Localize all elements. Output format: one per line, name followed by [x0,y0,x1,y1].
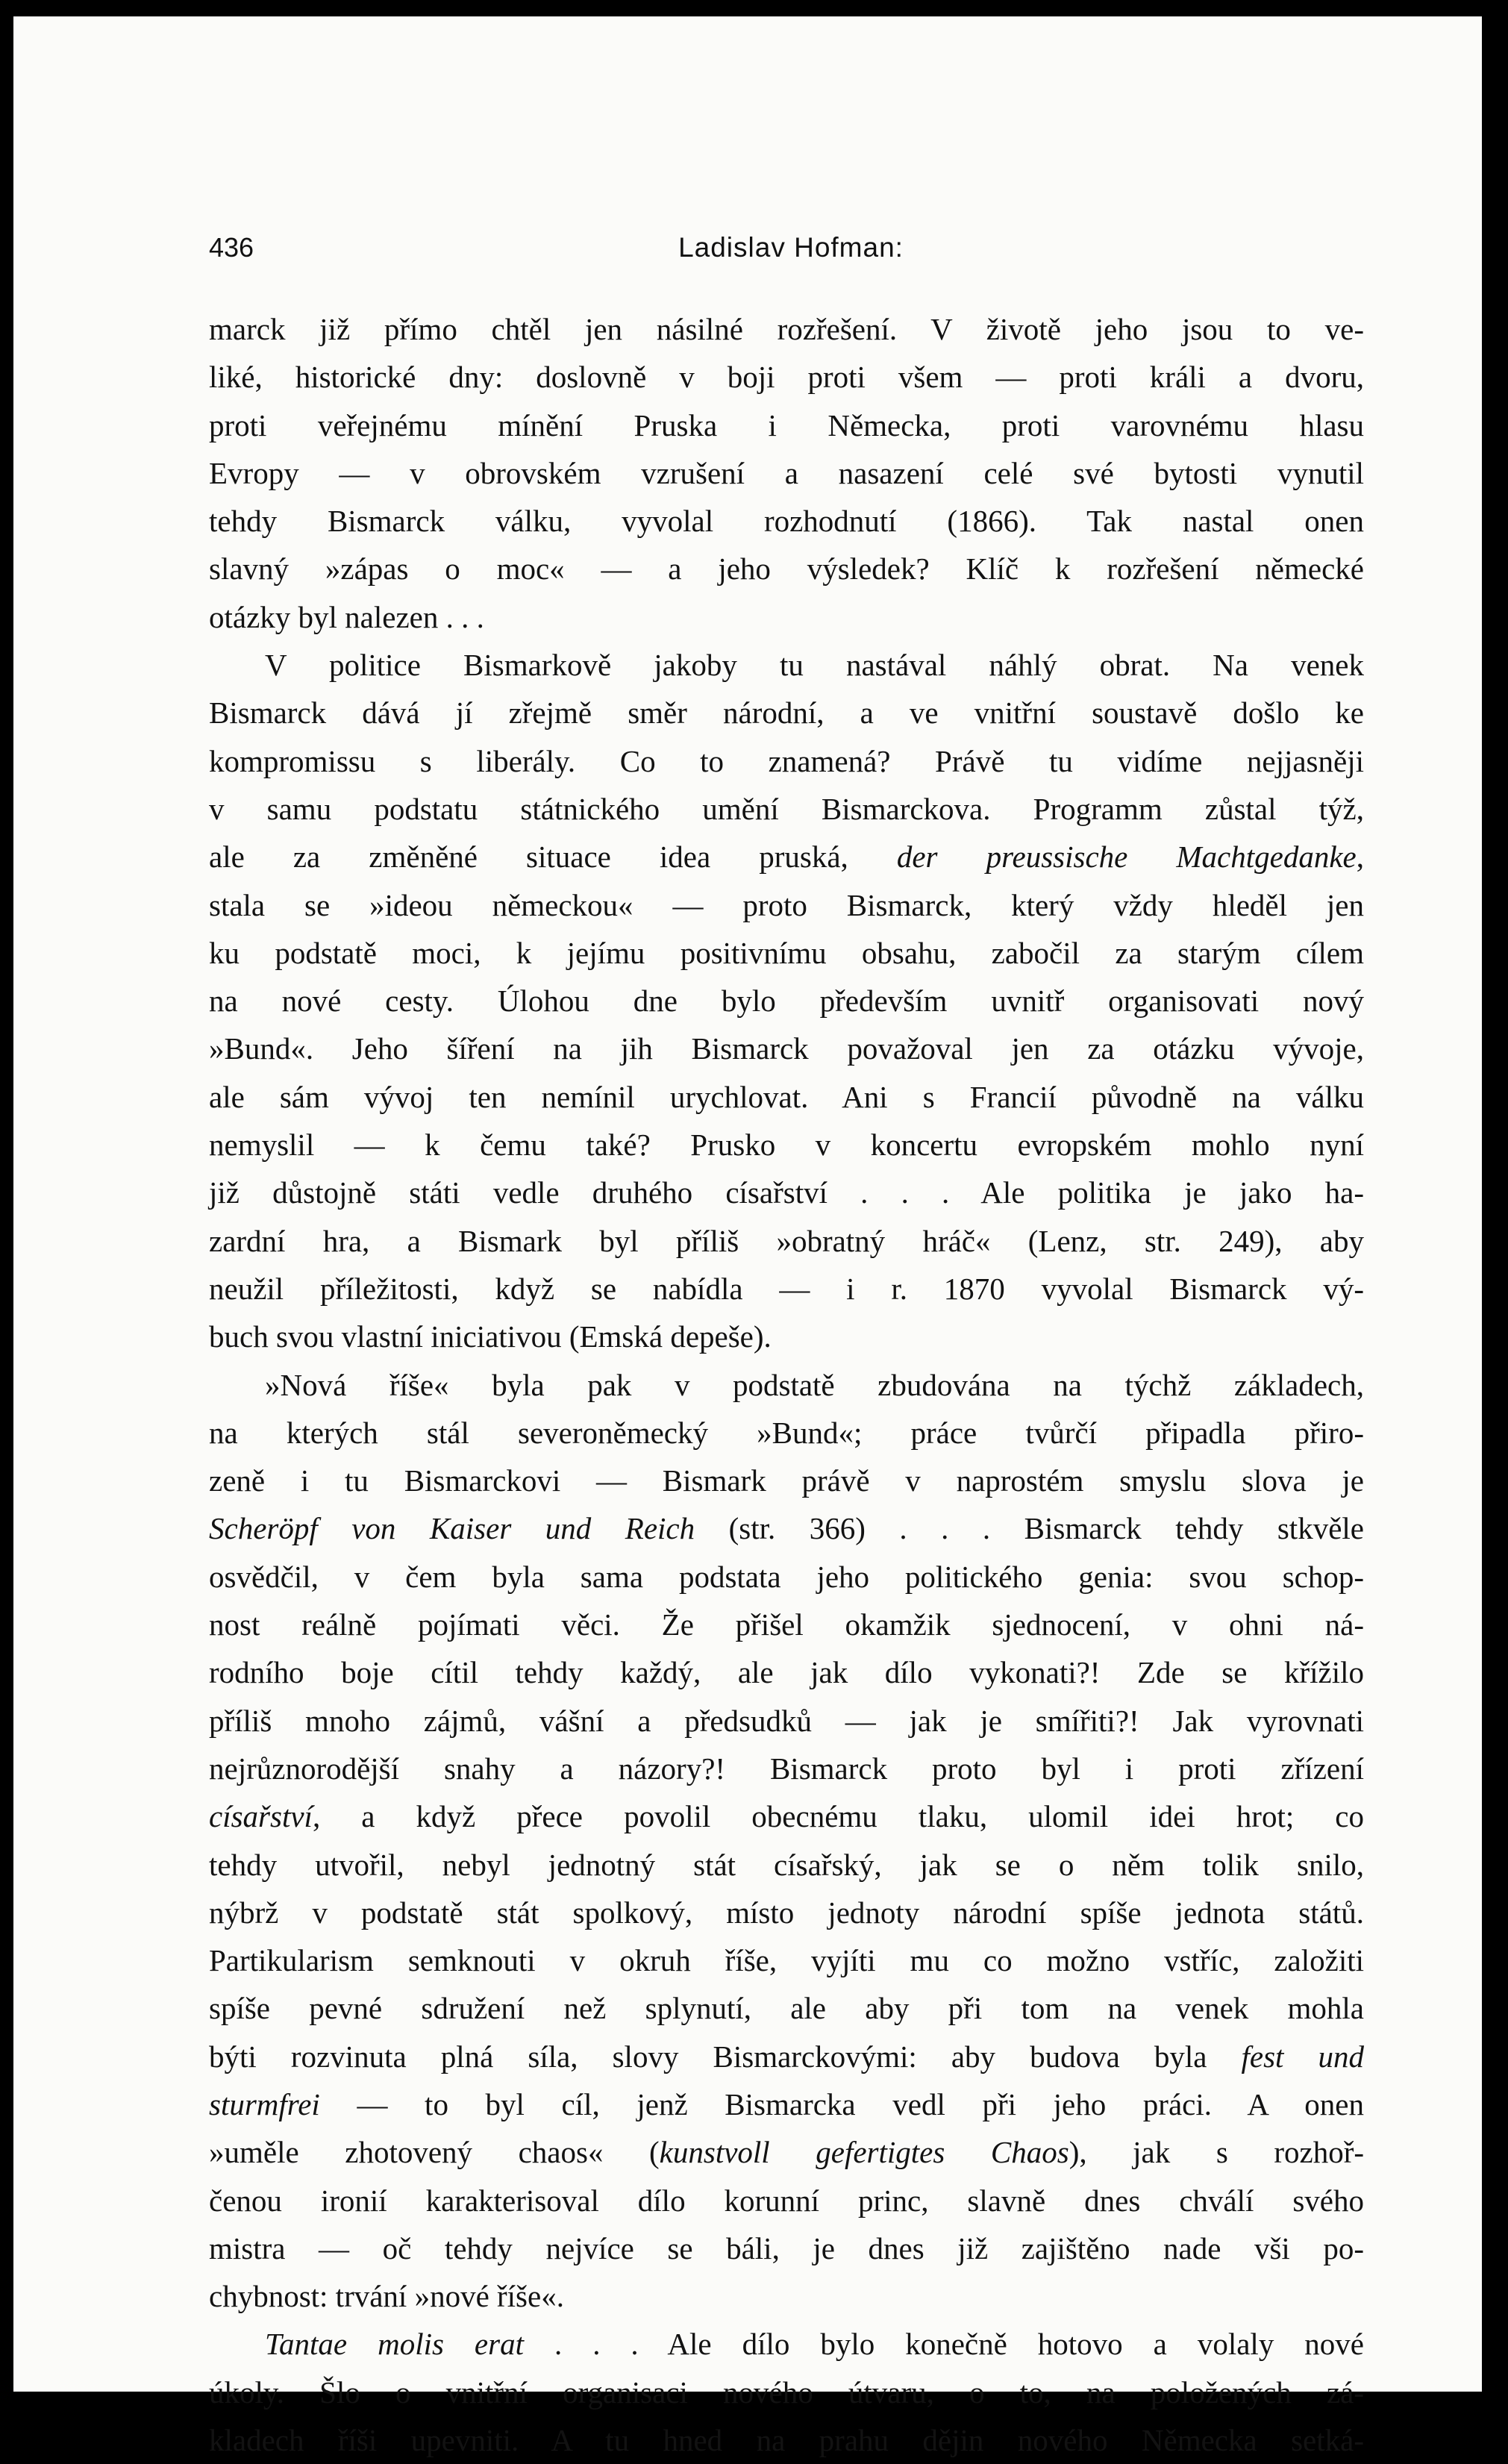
line-text: Bismarck dává jí zřejmě směr národní, a ve vnitřní soustavě došlo ke [209,695,1364,731]
text-line [209,881,1364,929]
text-line [209,305,1364,353]
text-line [209,2128,1364,2176]
line-text: nýbrž v podstatě stát spolkový, místo jednoty národní spíše jednota států. [209,1895,1364,1930]
line-text: mistra — oč tehdy nejvíce se báli, je dnes již zajištěno nade vši po- [209,2230,1364,2266]
text-line [209,1745,1364,1792]
text-line [209,1504,1364,1552]
text-line [209,1792,1364,1840]
line-text: stala se »ideou německou« — proto Bismarck, který vždy hleděl jen [209,887,1364,922]
text-line [209,1361,1364,1409]
italic-phrase: Scheröpf von Kaiser und Reich [209,1511,695,1546]
line-text: nemyslil — k čemu také? Prusko v koncertu evropském mohlo nyní [209,1128,1364,1163]
line-text: , [1356,839,1364,875]
page-number: 436 [209,232,254,263]
line-text: . . . Ale dílo bylo konečně hotovo a volaly nové [523,2327,1364,2362]
line-text: liké, historické dny: doslovně v boji proti všem — proti králi a dvoru, [209,360,1364,395]
text-line [209,1553,1364,1601]
text-line [209,401,1364,449]
italic-phrase: císařství [209,1799,313,1834]
line-text: na kterých stál severoněmecký »Bund«; práce tvůrčí připadla přiro- [209,1415,1364,1450]
line-text: zeně i tu Bismarckovi — Bismark právě v naprostém smyslu slova je [209,1463,1364,1498]
text-line [209,1841,1364,1889]
line-text: ku podstatě moci, k jejímu positivnímu obsahu, zabočil za starým cílem [209,935,1364,970]
line-text: neužil příležitosti, když se nabídla — i r. 1870 vyvolal Bismarck vý- [209,1271,1364,1306]
line-text: ale za změněné situace idea pruská, [209,839,897,875]
line-text: ale sám vývoj ten nemínil urychlovat. Ani s Francií původně na válku [209,1079,1364,1114]
line-text: rodního boje cítil tehdy každý, ale jak dílo vykonati?! Zde se křížilo [209,1655,1364,1690]
running-title: Ladislav Hofman: [678,232,904,263]
italic-phrase: kunstvoll gefertigtes Chaos [659,2135,1069,2170]
line-text: V politice Bismarkově jakoby tu nastával náhlý obrat. Na venek [265,648,1364,683]
text-line [209,1217,1364,1265]
italic-phrase: Tantae molis erat [265,2327,524,2362]
line-text: býti rozvinuta plná síla, slovy Bismarckovými: aby budova byla [209,2039,1242,2074]
text-line [209,2033,1364,2080]
text-line [209,977,1364,1025]
text-line [209,1121,1364,1169]
line-text: »Nová říše« byla pak v podstatě zbudována na týchž základech, [265,1367,1364,1402]
text-line [209,2177,1364,2224]
italic-phrase: sturmfrei [209,2086,320,2121]
line-text: čenou ironií karakterisoval dílo korunní princ, slavně dnes chválí svého [209,2183,1364,2218]
line-text: slavný »zápas o moc« — a jeho výsledek? Klíč k rozřešení německé [209,551,1364,587]
line-text: otázky byl nalezen . . . [209,599,484,634]
text-line [209,1697,1364,1745]
text-line [209,1313,1364,1360]
text-line [209,689,1364,737]
line-text: úkoly. Šlo o vnitřní organisaci nového útvaru, o to, na položených zá- [209,2374,1364,2410]
line-text: (str. 366) . . . Bismarck tehdy stkvěle [695,1511,1364,1546]
line-text: »uměle zhotovený chaos« ( [209,2135,660,2170]
text-line [209,929,1364,977]
line-text: — to byl cíl, jenž Bismarcka vedl při jeho práci. A onen [319,2086,1364,2121]
text-line [209,545,1364,592]
text-line [209,1409,1364,1457]
line-text: »Bund«. Jeho šíření na jih Bismarck považoval jen za otázku vývoje, [209,1031,1364,1066]
line-text: kladech říši upevniti. A tu hned na prahu dějin nového Německa setká- [209,2423,1364,2458]
text-line [209,497,1364,545]
line-text: osvědčil, v čem byla sama podstata jeho politického genia: svou schop- [209,1559,1364,1594]
text-line [209,449,1364,497]
line-text: proti veřejnému mínění Pruska i Německa, proti varovnému hlasu [209,407,1364,443]
text-line [209,1025,1364,1072]
text-line [209,833,1364,881]
line-text: již důstojně státi vedle druhého císařství . . . Ale politika je jako ha- [209,1175,1364,1210]
line-text: nost reálně pojímati věci. Že přišel okamžik sjednocení, v ohni ná- [209,1607,1364,1642]
line-text: v samu podstatu státnického umění Bismarckova. Programm zůstal týž, [209,791,1364,826]
book-page [13,16,1482,2458]
line-text: kompromissu s liberály. Co to znamená? Právě tu vidíme nejjasněji [209,743,1364,778]
body-text [209,305,1364,2464]
text-line [209,2368,1364,2416]
text-line [209,641,1364,689]
line-text: tehdy utvořil, nebyl jednotný stát císařský, jak se o něm tolik snilo, [209,1847,1364,1882]
line-text: , a když přece povolil obecnému tlaku, ulomil idei hrot; co [312,1799,1364,1834]
text-line [209,1073,1364,1121]
text-line [209,1648,1364,1696]
text-line [209,1984,1364,2032]
line-text: Partikularism semknouti v okruh říše, vyjíti mu co možno vstříc, založiti [209,1943,1364,1978]
text-line [209,785,1364,833]
line-text: Evropy — v obrovském vzrušení a nasazení celé své bytosti vynutil [209,455,1364,490]
text-line [209,1889,1364,1936]
text-line [209,353,1364,401]
italic-phrase: fest und [1241,2039,1365,2074]
text-line [209,593,1364,641]
line-text: spíše pevné sdružení než splynutí, ale aby při tom na venek mohla [209,1991,1364,2026]
line-text: nejrůznorodější snahy a názory?! Bismarck proto byl i proti zřízení [209,1751,1364,1786]
text-line [209,2416,1364,2464]
line-text: tehdy Bismarck válku, vyvolal rozhodnutí (1866). Tak nastal onen [209,504,1364,539]
line-text: buch svou vlastní iniciativou (Emská depeše). [209,1319,772,1354]
line-text: ), jak s rozhoř- [1069,2135,1365,2170]
text-line [209,2080,1364,2128]
line-text: chybnost: trvání »nové říše«. [209,2279,564,2314]
italic-phrase: der preussische Machtgedanke [896,839,1357,875]
text-line [209,1169,1364,1216]
line-text: příliš mnoho zájmů, vášní a předsudků — jak je smířiti?! Jak vyrovnati [209,1703,1364,1738]
line-text: marck již přímo chtěl jen násilné rozřešení. V životě jeho jsou to ve- [209,312,1364,346]
line-text: na nové cesty. Úlohou dne bylo především uvnitř organisovati nový [209,984,1364,1019]
text-line [209,2320,1364,2368]
text-line [209,1936,1364,1984]
text-line [209,1457,1364,1504]
line-text: zardní hra, a Bismark byl příliš »obratný hráč« (Lenz, str. 249), aby [209,1223,1364,1258]
page-header [209,222,1373,274]
text-line [209,1601,1364,1648]
text-line [209,737,1364,785]
text-line [209,2224,1364,2272]
text-line [209,1265,1364,1313]
text-line [209,2272,1364,2320]
